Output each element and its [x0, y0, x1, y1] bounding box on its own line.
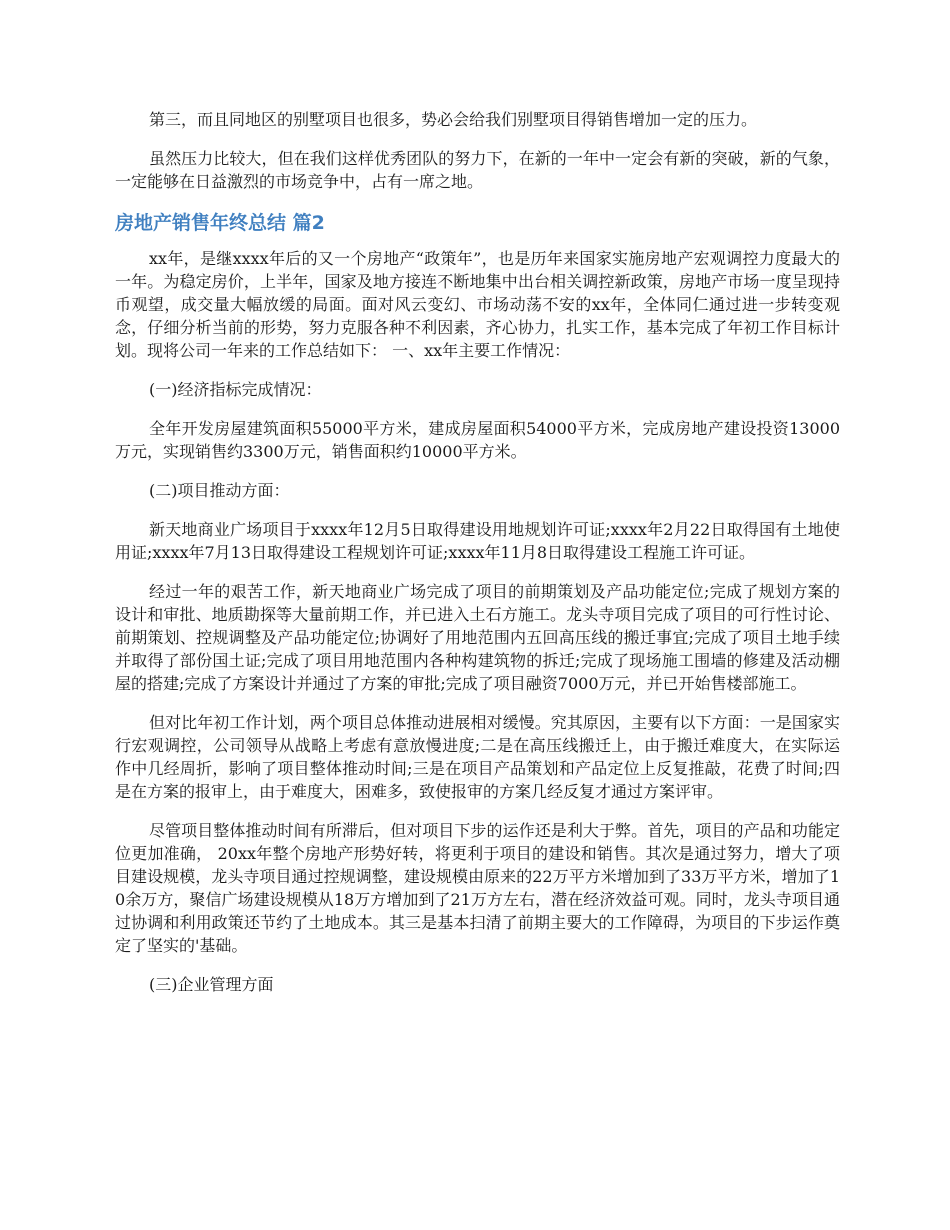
document-page [115, 108, 840, 1012]
paragraph: 第三，而且同地区的别墅项目也很多，势必会给我们别墅项目得销售增加一定的压力。 [149, 110, 758, 129]
paragraph: 虽然压力比较大，但在我们这样优秀团队的努力下，在新的一年中一定会有新的突破，新的气象，一定能够在日益激烈的市场竞争中，占有一席之地。 [115, 149, 840, 191]
section-heading: 房地产销售年终总结 篇2 [115, 212, 325, 234]
paragraph: (三)企业管理方面 [149, 975, 274, 994]
paragraph: 尽管项目整体推动时间有所滞后，但对项目下步的运作还是利大于弊。首先，项目的产品和功能定位更加准确， 20xx年整个房地产形势好转，将更利于项目的建设和销售。其次是通过努力，增大了项目建设规模，龙头寺项目通过控规调整，建设规模由原来的22万平方米增加到了33万平方米，增加了10余万方，聚信广场建设规模从18万方增加到了21万方左右，潜在经济效益可观。同时，龙头寺项目通过协调和利用政策还节约了土地成本。其三是基本扫清了前期主要大的工作障碍，为项目的下步运作奠定了坚实的'基础。 [115, 821, 840, 955]
paragraph: 但对比年初工作计划，两个项目总体推动进展相对缓慢。究其原因，主要有以下方面：一是国家实行宏观调控，公司领导从战略上考虑有意放慢进度;二是在高压线搬迁上，由于搬迁难度大，在实际运作中几经周折，影响了项目整体推动时间;三是在项目产品策划和产品定位上反复推敲，花费了时间;四是在方案的报审上，由于难度大，困难多，致使报审的方案几经反复才通过方案评审。 [115, 713, 840, 801]
paragraph: (二)项目推动方面： [149, 481, 290, 500]
paragraph: xx年，是继xxxx年后的又一个房地产“政策年”，也是历年来国家实施房地产宏观调控力度最大的一年。为稳定房价，上半年，国家及地方接连不断地集中出台相关调控新政策，房地产市场一度呈现持币观望，成交量大幅放缓的局面。面对风云变幻、市场动荡不安的xx年，全体同仁通过进一步转变观念，仔细分析当前的形势，努力克服各种不利因素，齐心协力，扎实工作，基本完成了年初工作目标计划。现将公司一年来的工作总结如下： 一、xx年主要工作情况： [115, 249, 840, 360]
paragraph: (一)经济指标完成情况： [149, 380, 322, 399]
paragraph: 全年开发房屋建筑面积55000平方米，建成房屋面积54000平方米，完成房地产建设投资13000万元，实现销售约3300万元，销售面积约10000平方米。 [115, 419, 840, 461]
paragraph: 新天地商业广场项目于xxxx年12月5日取得建设用地规划许可证;xxxx年2月22日取得国有土地使用证;xxxx年7月13日取得建设工程规划许可证;xxxx年11月8日取得建设工程施工许可证。 [115, 520, 840, 562]
paragraph: 经过一年的艰苦工作，新天地商业广场完成了项目的前期策划及产品功能定位;完成了规划方案的设计和审批、地质勘探等大量前期工作，并已进入土石方施工。龙头寺项目完成了项目的可行性讨论、前期策划、控规调整及产品功能定位;协调好了用地范围内五回高压线的搬迁事宜;完成了项目土地手续并取得了部份国土证;完成了项目用地范围内各种构建筑物的拆迁;完成了现场施工围墙的修建及活动棚屋的搭建;完成了方案设计并通过了方案的审批;完成了项目融资7000万元，并已开始售楼部施工。 [115, 582, 840, 693]
